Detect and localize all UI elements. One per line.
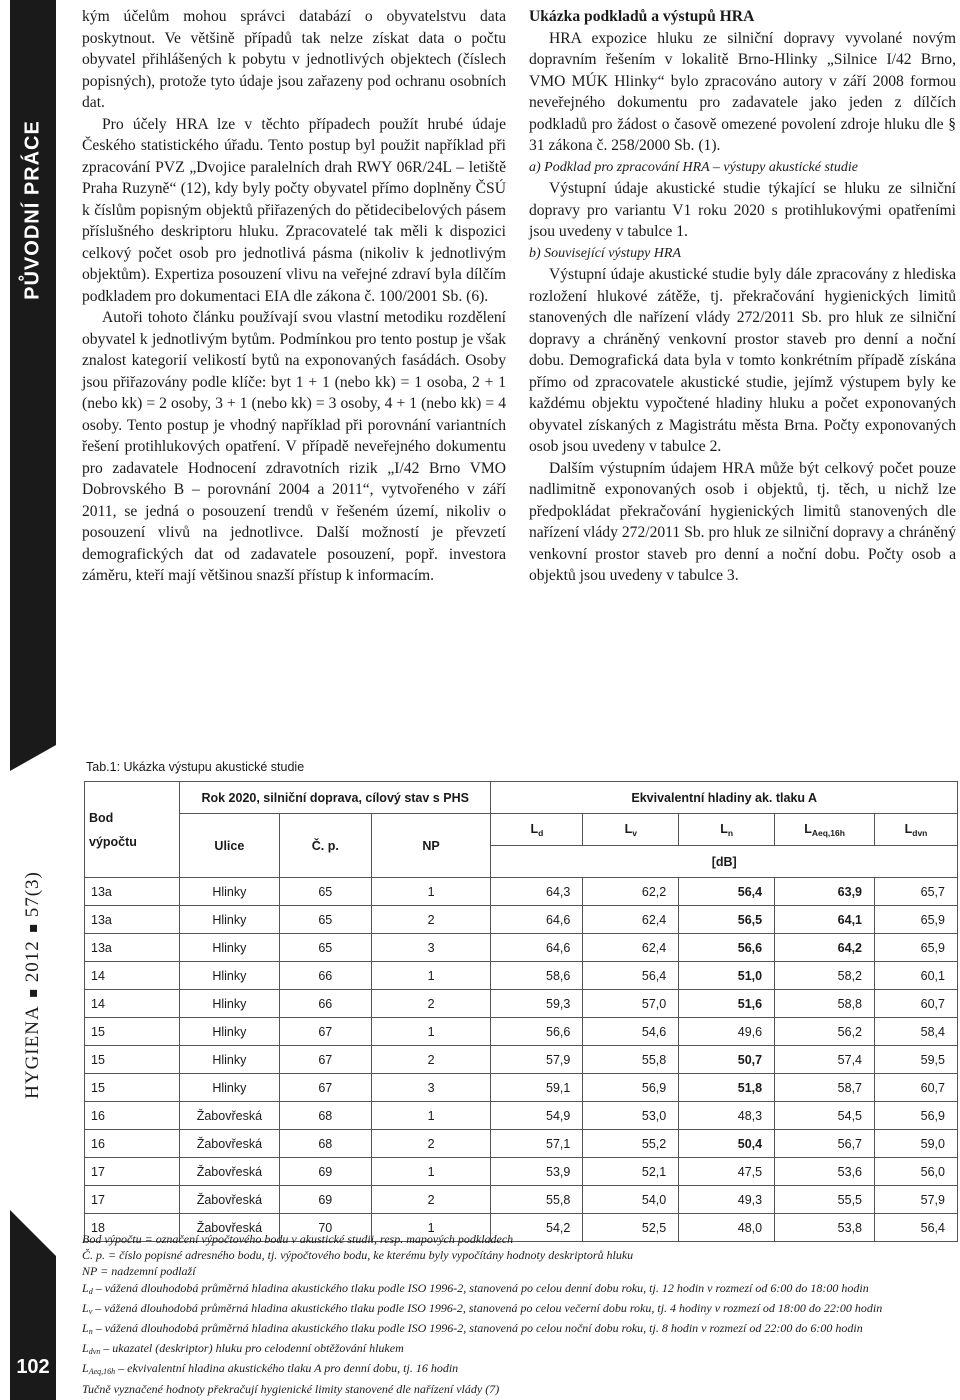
legend-line: NP = nadzemní podlaží [82,1264,196,1279]
cell-cp: 67 [279,1046,371,1074]
cell-ld: 56,6 [491,1018,583,1046]
cell-laeq: 58,2 [775,962,875,990]
header-np: NP [371,814,491,878]
cell-ldvn: 59,0 [875,1130,958,1158]
cell-ln: 51,8 [679,1074,775,1102]
cell-np: 3 [371,1074,491,1102]
cell-cp: 65 [279,906,371,934]
cell-ld: 58,6 [491,962,583,990]
table-row [85,1186,958,1214]
table-row [85,1158,958,1186]
cell-lv: 54,6 [583,1018,679,1046]
noise-data-table [84,781,958,1242]
cell-lv: 52,5 [583,1214,679,1242]
legend-line: Č. p. = číslo popisné adresného bodu, tj. výpočtového bodu, ke kterému byly vypočítány hodnoty deskriptorů hluku [82,1248,634,1263]
cell-ldvn: 58,4 [875,1018,958,1046]
cell-ulice: Hlinky [179,1046,279,1074]
cell-np: 1 [371,1214,491,1242]
cell-ln: 50,4 [679,1130,775,1158]
cell-ldvn: 60,1 [875,962,958,990]
table-row [85,1074,958,1102]
separator-square-icon [30,925,37,932]
cell-np: 1 [371,878,491,906]
paragraph: HRA expozice hluku ze silniční dopravy vyvolané novým dopravním řešením v lokalitě Brno-Hlinky „Silnice I/42 Brno, VMO MÚK Hlinky“ bylo zpracováno autory v září 2008 formou neveřejného dokumentu pro zadavatele jako jeden z dílčích podkladů pro žádost o časově omezené povolení zdroje hluku dle § 31 zákona č. 258/2000 Sb. (1). [529,29,956,154]
section-label: PŮVODNÍ PRÁCE [21,120,44,300]
cell-laeq: 64,1 [775,906,875,934]
cell-bod: 15 [85,1074,180,1102]
cell-bod: 17 [85,1186,180,1214]
legend-line: LAeq,16h – ekvivalentní hladina akustického tlaku A pro denní dobu, tj. 16 hodin [82,1361,459,1377]
cell-ldvn: 59,5 [875,1046,958,1074]
cell-ulice: Hlinky [179,906,279,934]
cell-cp: 68 [279,1102,371,1130]
cell-cp: 65 [279,934,371,962]
cell-laeq: 58,8 [775,990,875,1018]
table-row [85,906,958,934]
cell-ld: 54,2 [491,1214,583,1242]
cell-np: 2 [371,906,491,934]
cell-ln: 48,0 [679,1214,775,1242]
table-row [85,1102,958,1130]
cell-cp: 69 [279,1186,371,1214]
cell-ln: 49,3 [679,1186,775,1214]
cell-ldvn: 65,9 [875,934,958,962]
cell-ulice: Hlinky [179,1074,279,1102]
header-lv: $L_v$ [583,814,679,846]
cell-bod: 16 [85,1102,180,1130]
legend-line: Bod výpočtu = označení výpočtového bodu v akustické studii, resp. mapových podkladech [82,1232,514,1246]
journal-name: HYGIENA [22,1005,43,1099]
table-row [85,1018,958,1046]
left-text-column [82,6,506,587]
cell-laeq: 53,6 [775,1158,875,1186]
cell-ld: 59,1 [491,1074,583,1102]
paragraph: Výstupní údaje akustické studie týkající se hluku ze silniční dopravy pro variantu V1 roku 2020 s protihlukovými opatřeními jsou uvedeny v tabulce 1. [529,180,956,240]
cell-ldvn: 65,7 [875,878,958,906]
cell-lv: 55,2 [583,1130,679,1158]
header-ld: $L_d$ [491,814,583,846]
cell-ln: 47,5 [679,1158,775,1186]
journal-volume: 57(3) [22,871,43,918]
cell-ulice: Hlinky [179,934,279,962]
cell-ld: 57,1 [491,1130,583,1158]
paragraph: Pro účely HRA lze v těchto případech použít hrubé údaje Českého statistického úřadu. Tento postup byl použit například při zpracování PVZ „Dvojice paralelních drah RWY 06R/24L – letiště Praha Ruzyně“ (12), kdy byly počty obyvatel přímo doplněny ČSÚ k číslům popisným objektů přiřazených do pětidecibelových pásem příslušného deskriptoru hluku. Zpracovatelé tak měli k dispozici celkový počet osob pro jednotlivá pásma (nikoliv k jednotlivým objektům). Expertiza posouzení vlivu na veřejné zdraví byla dílčím podkladem pro dokumentaci EIA dle zákona č. 100/2001 Sb. (6). [82,115,506,305]
header-ldvn: $L_{dvn}$ [875,814,958,846]
legend-line: Ln – vážená dlouhodobá průměrná hladina akustického tlaku podle ISO 1996-2, stanovená po celou noční dobu roku, tj. 8 hodin v rozmezí od 22:00 do 6:00 hodin [82,1321,863,1337]
cell-cp: 65 [279,878,371,906]
cell-lv: 54,0 [583,1186,679,1214]
subheading: a) Podklad pro zpracování HRA – výstupy akustické studie [529,159,858,175]
cell-ld: 64,6 [491,934,583,962]
paragraph: Dalším výstupním údajem HRA může být celkový počet pouze nadlimitně exponovaných osob i objektů, tj. těch, u nichž lze předpokládat překračování hygienických limitů stanovených dle nařízení vlády 272/2011 Sb. pro hluk ze silniční dopravy a chráněný venkovní prostor staveb pro denní a noční dobu. Počty osob a objektů jsou uvedeny v tabulce 3. [529,459,956,584]
cell-bod: 18 [85,1214,180,1242]
cell-ulice: Žabovřeská [179,1214,279,1242]
cell-ldvn: 57,9 [875,1186,958,1214]
table-legend [82,1231,956,1397]
cell-np: 1 [371,1102,491,1130]
page-number-tab-corner [10,1210,56,1256]
cell-cp: 67 [279,1074,371,1102]
paragraph: Autoři tohoto článku používají svou vlastní metodiku rozdělení obyvatel k jednotlivým bytům. Podmínkou pro tento postup je však znalost kategorií velikostí bytů na exponovaných fasádách. Osoby jsou přiřazovány podle klíče: byt 1 + 1 (nebo kk) = 1 osoba, 2 + 1 (nebo kk) = 2 osoby, 3 + 1 (nebo kk) = 3 osoby, 4 + 1 (nebo kk) = 4 osoby. Tento postup je vhodný například při porovnání variantních řešení protihlukových opatření. V případě neveřejného dokumentu pro zadavatele Hodnocení zdravotních rizik „I/42 Brno VMO Dobrovského B – porovnání 2004 a 2011“, vytvořeného v září 2011, se jedná o posouzení trendů v řešeném území, nikoliv o posouzení vlivů na jednotlivce. Další možností je převzetí demografických dat od zadavatele posouzení, popř. investora záměru, kteří mají většinou snazší přístup k informacím. [82,309,506,584]
cell-np: 2 [371,1130,491,1158]
cell-lv: 62,4 [583,906,679,934]
cell-laeq: 55,5 [775,1186,875,1214]
cell-ln: 56,4 [679,878,775,906]
journal-citation [22,871,44,1099]
header-laeq: $L_{Aeq,16h}$ [775,814,875,846]
section-band-tail [10,745,56,771]
cell-bod: 14 [85,990,180,1018]
section-band [10,0,56,745]
cell-ldvn: 56,9 [875,1102,958,1130]
right-text-column [529,6,956,587]
table-caption: Tab.1: Ukázka výstupu akustické studie [86,760,305,774]
header-ln: $L_n$ [679,814,775,846]
cell-ld: 59,3 [491,990,583,1018]
header-cp: Č. p. [279,814,371,878]
cell-laeq: 57,4 [775,1046,875,1074]
cell-ln: 48,3 [679,1102,775,1130]
cell-ldvn: 56,4 [875,1214,958,1242]
cell-lv: 62,2 [583,878,679,906]
journal-year: 2012 [22,940,43,983]
legend-line: Lv – vážená dlouhodobá průměrná hladina akustického tlaku podle ISO 1996-2, stanovená po celou večerní dobu roku, tj. 4 hodiny v rozmezí od 18:00 do 22:00 hodin [82,1300,883,1316]
cell-cp: 66 [279,962,371,990]
table-row [85,878,958,906]
cell-bod: 15 [85,1046,180,1074]
paragraph: kým účelům mohou správci databází o obyvatelstvu data poskytnout. Ve většině případů tak nelze získat data o počtu obyvatel přihlášených k pobytu v jednotlivých objektech (číslech popisných), protože tyto údaje jsou zařazeny pod ochranu osobních dat. [82,8,506,111]
header-group-right: Ekvivalentní hladiny ak. tlaku A [491,782,958,814]
cell-lv: 55,8 [583,1046,679,1074]
cell-ldvn: 65,9 [875,906,958,934]
section-heading: Ukázka podkladů a výstupů HRA [529,8,755,25]
cell-ld: 53,9 [491,1158,583,1186]
cell-bod: 13a [85,934,180,962]
cell-ln: 49,6 [679,1018,775,1046]
cell-laeq: 56,7 [775,1130,875,1158]
subheading: b) Související výstupy HRA [529,245,682,261]
cell-laeq: 64,2 [775,934,875,962]
legend-line: Tučně vyznačené hodnoty překračují hygienické limity stanovené dle nařízení vlády (7) [82,1381,500,1396]
legend-line: Ld – vážená dlouhodobá průměrná hladina akustického tlaku podle ISO 1996-2, stanovená po celou denní dobu roku, tj. 12 hodin v rozmezí od 6:00 do 18:00 hodin [82,1280,869,1296]
separator-square-icon [30,990,37,997]
header-group-left: Rok 2020, silniční doprava, cílový stav s PHS [179,782,491,814]
cell-laeq: 54,5 [775,1102,875,1130]
cell-ln: 51,6 [679,990,775,1018]
table-row [85,962,958,990]
cell-np: 1 [371,1158,491,1186]
cell-laeq: 63,9 [775,878,875,906]
cell-laeq: 53,8 [775,1214,875,1242]
cell-laeq: 58,7 [775,1074,875,1102]
cell-lv: 56,9 [583,1074,679,1102]
table-row [85,1130,958,1158]
header-bod: Bod výpočtu [85,782,180,878]
cell-np: 1 [371,962,491,990]
cell-lv: 56,4 [583,962,679,990]
cell-cp: 68 [279,1130,371,1158]
cell-np: 2 [371,1046,491,1074]
cell-ln: 56,6 [679,934,775,962]
cell-ld: 54,9 [491,1102,583,1130]
table-row [85,990,958,1018]
cell-ld: 57,9 [491,1046,583,1074]
header-unit: [dB] [491,846,958,878]
cell-ld: 64,3 [491,878,583,906]
cell-ulice: Hlinky [179,878,279,906]
cell-cp: 69 [279,1158,371,1186]
cell-ulice: Hlinky [179,962,279,990]
cell-ldvn: 60,7 [875,1074,958,1102]
cell-bod: 17 [85,1158,180,1186]
cell-ld: 55,8 [491,1186,583,1214]
table-row [85,1046,958,1074]
cell-lv: 57,0 [583,990,679,1018]
cell-ln: 56,5 [679,906,775,934]
cell-np: 3 [371,934,491,962]
cell-bod: 16 [85,1130,180,1158]
cell-lv: 53,0 [583,1102,679,1130]
cell-ln: 51,0 [679,962,775,990]
cell-ldvn: 56,0 [875,1158,958,1186]
cell-ln: 50,7 [679,1046,775,1074]
cell-laeq: 56,2 [775,1018,875,1046]
header-ulice: Ulice [179,814,279,878]
cell-ulice: Hlinky [179,1018,279,1046]
table-row [85,934,958,962]
cell-bod: 13a [85,906,180,934]
cell-cp: 66 [279,990,371,1018]
cell-np: 2 [371,990,491,1018]
table-body [85,878,958,1242]
cell-ldvn: 60,7 [875,990,958,1018]
cell-np: 1 [371,1018,491,1046]
cell-bod: 15 [85,1018,180,1046]
cell-ulice: Žabovřeská [179,1102,279,1130]
cell-ulice: Žabovřeská [179,1130,279,1158]
cell-cp: 67 [279,1018,371,1046]
cell-np: 2 [371,1186,491,1214]
cell-ulice: Žabovřeská [179,1158,279,1186]
cell-ulice: Žabovřeská [179,1186,279,1214]
cell-ulice: Hlinky [179,990,279,1018]
paragraph: Výstupní údaje akustické studie byly dále zpracovány z hlediska rozložení hlukové zátěže, tj. překračování hygienických limitů stanovených dle nařízení vlády 272/2011 Sb. pro hluk ze silniční dopravy a chráněný venkovní prostor staveb pro denní a noční dobu. Demografická data byla v tomto konkrétním případě získána přímo od zpracovatele akustické studie, jejímž výstupem byly ke každému objektu vypočtené hladiny hluku a počet exponovaných obyvatel získaných z Magistrátu města Brna. Počty exponovaných osob jsou uvedeny v tabulce 2. [529,266,956,455]
cell-cp: 70 [279,1214,371,1242]
cell-lv: 62,4 [583,934,679,962]
cell-ld: 64,6 [491,906,583,934]
cell-bod: 14 [85,962,180,990]
cell-bod: 13a [85,878,180,906]
legend-line: Ldvn – ukazatel (deskriptor) hluku pro celodenní obtěžování hlukem [82,1341,404,1357]
page-number: 102 [16,1356,50,1378]
cell-lv: 52,1 [583,1158,679,1186]
